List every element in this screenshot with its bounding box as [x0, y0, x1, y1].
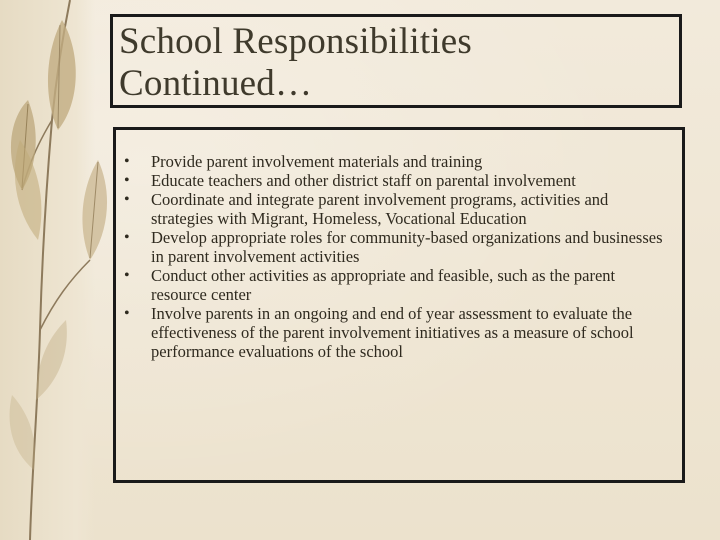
- title-box: [110, 14, 682, 108]
- list-item: [124, 152, 666, 171]
- bullet-text: Educate teachers and other district staff on parental involvement: [151, 171, 576, 190]
- bullet-text: Coordinate and integrate parent involvement programs, activities and strategies with Migrant, Homeless, Vocational Education: [151, 190, 609, 228]
- bullet-icon: •: [124, 153, 130, 170]
- bullet-icon: •: [124, 191, 130, 208]
- list-item: [124, 304, 666, 361]
- bullet-icon: •: [124, 172, 130, 189]
- bullet-text: Involve parents in an ongoing and end of year assessment to evaluate the effectiveness of the parent involvement initiatives as a measure of school performance evaluations of the school: [151, 304, 634, 361]
- bullet-icon: •: [124, 229, 130, 246]
- list-item: [124, 190, 666, 228]
- content-box: [113, 127, 685, 483]
- bullet-icon: •: [124, 267, 130, 284]
- bullet-icon: •: [124, 305, 130, 322]
- slide-title: School Responsibilities Continued…: [119, 21, 473, 104]
- bullet-list: [124, 152, 666, 361]
- list-item: [124, 171, 666, 190]
- list-item: [124, 228, 666, 266]
- dried-leaves-icon: [0, 0, 120, 540]
- bullet-text: Conduct other activities as appropriate and feasible, such as the parent resource center: [151, 266, 616, 304]
- bullet-text: Provide parent involvement materials and training: [151, 152, 483, 171]
- bullet-text: Develop appropriate roles for community-based organizations and businesses in parent involvement activities: [151, 228, 663, 266]
- list-item: [124, 266, 666, 304]
